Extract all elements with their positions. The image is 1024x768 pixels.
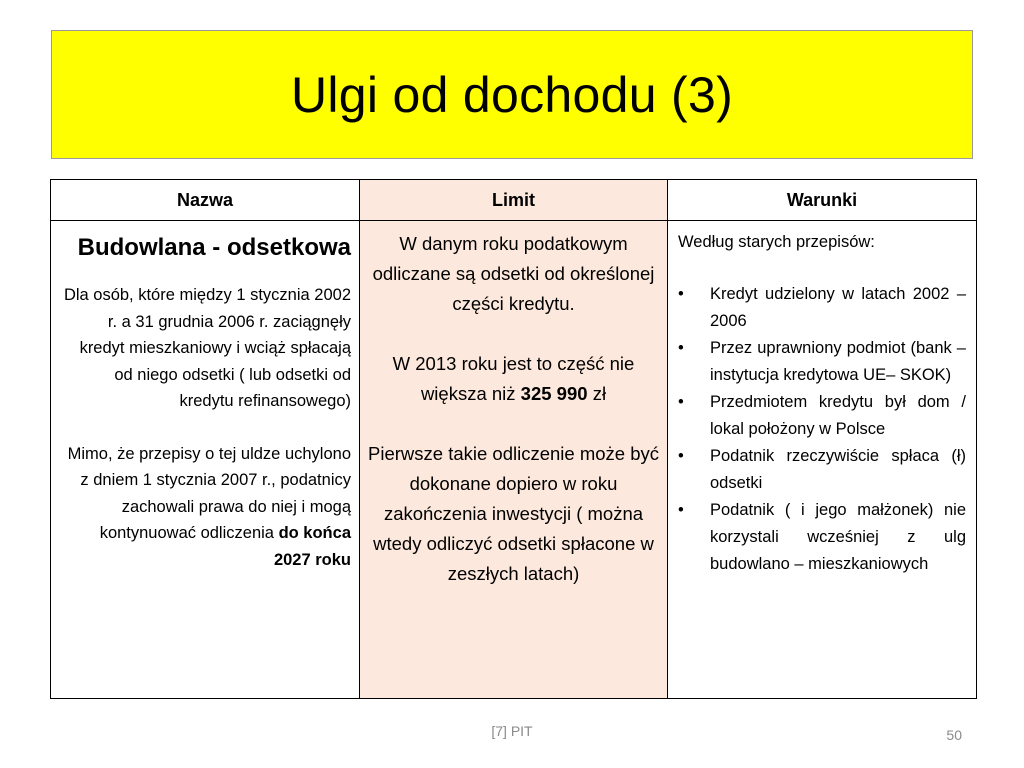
limit-amount-prefix: W 2013 roku jest to część nie większa niż <box>392 353 635 404</box>
relief-description: Dla osób, które między 1 stycznia 2002 r. a 31 grudnia 2006 r. zaciągnęły kredyt mieszkaniowy i wciąż spłacają od niego odsetki ( lub odsetki od kredytu refinansowego) <box>63 286 351 410</box>
bullet-icon: • <box>678 339 684 357</box>
table-row <box>51 221 977 699</box>
list-item <box>678 443 966 497</box>
condition-text: Kredyt udzielony w latach 2002 – 2006 <box>710 285 966 330</box>
list-item <box>678 497 966 578</box>
limit-amount: 325 990 <box>520 383 588 404</box>
list-item <box>678 281 966 335</box>
condition-text: Przedmiotem kredytu był dom / lokal położony w Polsce <box>710 393 966 438</box>
bullet-icon: • <box>678 447 684 465</box>
slide-title: Ulgi od dochodu (3) <box>290 66 734 123</box>
footer-source: [7] PIT <box>491 723 533 739</box>
list-item <box>678 335 966 389</box>
bullet-icon: • <box>678 285 684 303</box>
condition-text: Podatnik rzeczywiście spłaca (ł) odsetki <box>710 447 966 492</box>
header-limit: Limit <box>360 180 668 221</box>
name-cell <box>51 221 360 699</box>
limit-paragraph-3: Pierwsze takie odliczenie może być dokonane dopiero w roku zakończenia inwestycji ( można wtedy odliczyć odsetki spłacone w zeszłych latach) <box>368 443 659 584</box>
title-banner <box>51 30 973 159</box>
list-item <box>678 389 966 443</box>
relief-name: Budowlana - odsetkowa <box>77 234 351 261</box>
relief-note-text: Mimo, że przepisy o tej uldze uchylono z dniem 1 stycznia 2007 r., podatnicy zachowali prawa do niej i mogą kontynuować odliczenia <box>67 444 351 542</box>
limit-paragraph-2 <box>368 349 659 409</box>
condition-text: Podatnik ( i jego małżonek) nie korzystali wcześniej z ulg budowlano – mieszkaniowych <box>710 501 966 573</box>
page-number: 50 <box>946 727 962 743</box>
limit-cell <box>360 221 668 699</box>
conditions-intro: Według starych przepisów: <box>678 233 875 251</box>
conditions-cell <box>668 221 977 699</box>
bullet-icon: • <box>678 501 684 519</box>
conditions-list <box>678 281 966 578</box>
relief-note-deadline: do końca 2027 roku <box>273 524 351 569</box>
limit-paragraph-1: W danym roku podatkowym odliczane są odsetki od określonej części kredytu. <box>372 233 655 314</box>
relief-note <box>59 441 351 574</box>
table-header-row <box>51 180 977 221</box>
relief-table <box>50 179 977 699</box>
condition-text: Przez uprawniony podmiot (bank – instytucja kredytowa UE– SKOK) <box>710 339 966 384</box>
limit-currency: zł <box>592 383 607 404</box>
header-nazwa: Nazwa <box>51 180 360 221</box>
header-warunki: Warunki <box>668 180 977 221</box>
bullet-icon: • <box>678 393 684 411</box>
